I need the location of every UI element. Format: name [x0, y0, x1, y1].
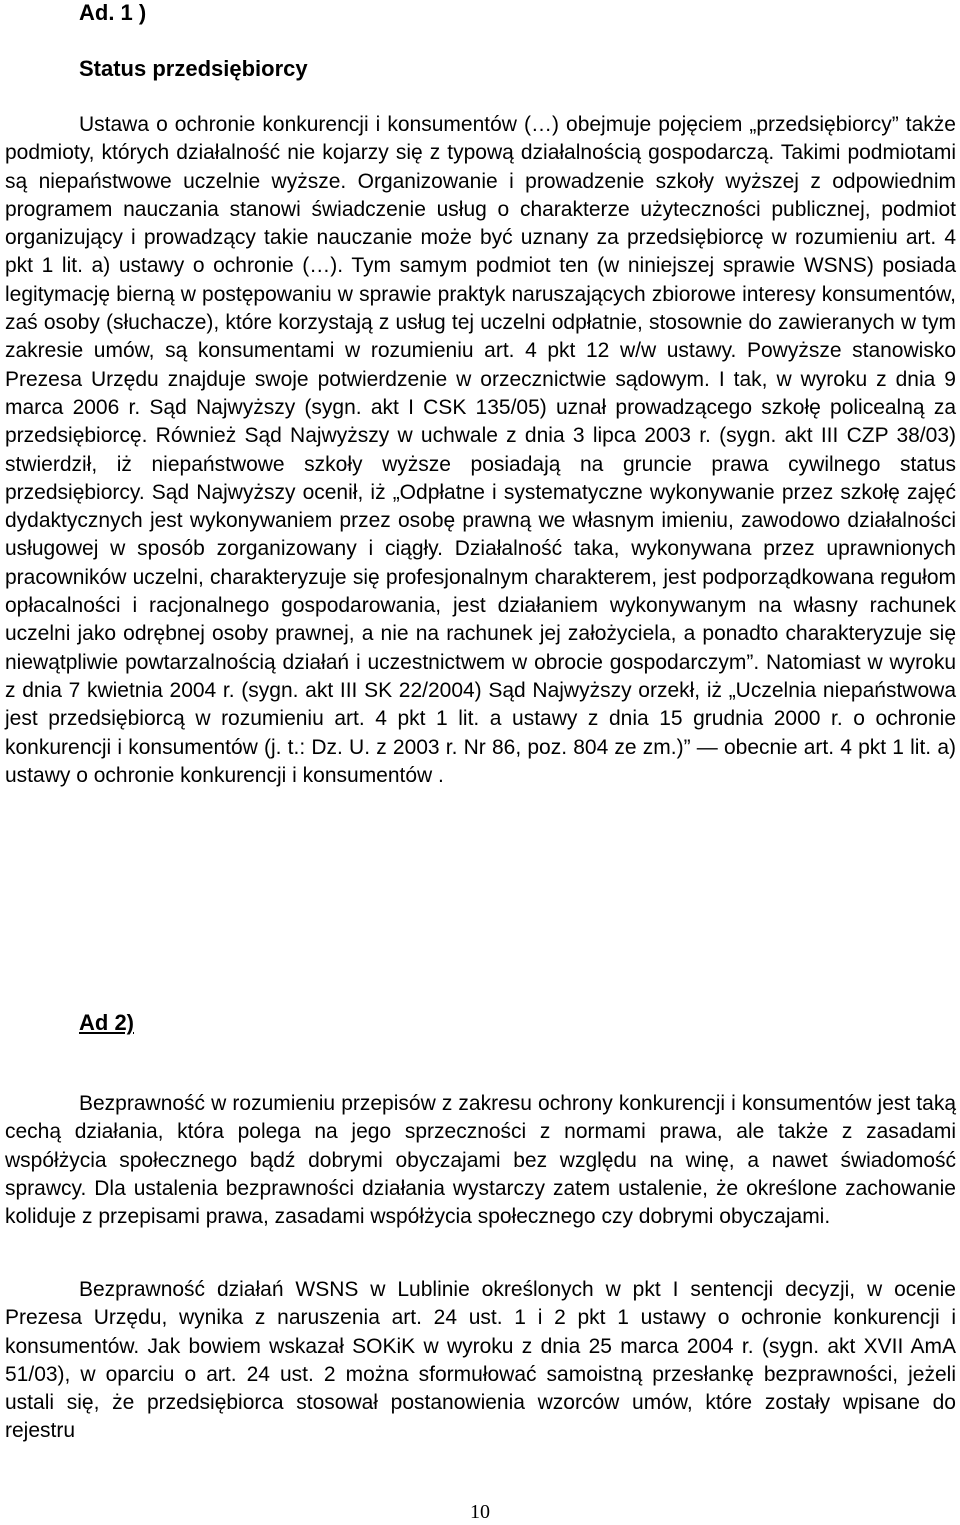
section-2-paragraph-1: Bezprawność w rozumieniu przepisów z zakresu ochrony konkurencji i konsumentów jest taką cechą działania, która polega na jego sprzeczności z normami prawa, ale także z zasadami współżycia społecznego bądź dobrymi obyczajami bez względu na winę, a nawet świadomość sprawcy. Dla ustalenia bezprawności działania wystarczy zatem ustalenie, że określone zachowanie koliduje z przepisami prawa, zasadami współżycia społecznego czy dobrymi obyczajami.: [5, 1092, 956, 1229]
section-1-paragraph: Ustawa o ochronie konkurencji i konsumentów (…) obejmuje pojęciem „przedsiębiorcy” także podmioty, których działalność nie kojarzy się z typową działalnością gospodarczą. Takimi podmiotami są niepaństwowe uczelnie wyższe. Organizowanie i prowadzenie szkoły wyższej z odpowiednim programem nauczania stanowi świadczenie usług o charakterze użyteczności publicznej, podmiot organizujący i prowadzący takie nauczanie może być uznany za przedsiębiorcę w rozumieniu art. 4 pkt 1 lit. a) ustawy o ochronie (…). Tym samym podmiot ten (w niniejszej sprawie WSNS) posiada legitymację bierną w postępowaniu w sprawie praktyk naruszających zbiorowe interesy konsumentów, zaś osoby (słuchacze), które korzystają z usług tej uczelni odpłatnie, stosownie do zawieranych w tym zakresie umów, są konsumentami w rozumieniu art. 4 pkt 12 w/w ustawy. Powyższe stanowisko Prezesa Urzędu znajduje swoje potwierdzenie w orzecznictwie sądowym. I tak, w wyroku z dnia 9 marca 2006 r. Sąd Najwyższy (sygn. akt I CSK 135/05) uznał prowadzącego szkołę policealną za przedsiębiorcę. Również Sąd Najwyższy w uchwale z dnia 3 lipca 2003 r. (sygn. akt III CZP 38/03) stwierdził, iż niepaństwowe szkoły wyższe posiadają na gruncie prawa cywilnego status przedsiębiorcy. Sąd Najwyższy ocenił, iż „Odpłatne i systematyczne wykonywanie przez szkołę zajęć dydaktycznych jest wykonywaniem przez osobę prawną we własnym imieniu, zawodowo działalności usługowej w sposób zorganizowany i ciągły. Działalność taka, wykonywana przez uprawnionych pracowników uczelni, charakteryzuje się profesjonalnym charakterem, jest podporządkowana regułom opłacalności i racjonalnego gospodarowania, jest działaniem wykonywanym na własny rachunek uczelni jako odrębnej osoby prawnej, a nie na rachunek jej założyciela, a ponadto charakteryzuje się niewątpliwie powtarzalnością działań i uczestnictwem w obrocie gospodarczym”. Natomiast w wyroku z dnia 7 kwietnia 2004 r. (sygn. akt III SK 22/2004) Sąd Najwyższy orzekł, iż „Uczelnia niepaństwowa jest przedsiębiorcą w rozumieniu art. 4 pkt 1 lit. a ustawy z dnia 15 grudnia 2000 r. o ochronie konkurencji i konsumentów (j. t.: Dz. U. z 2003 r. Nr 86, poz. 804 ze zm.)” — obecnie art. 4 pkt 1 lit. a) ustawy o ochronie konkurencji i konsumentów .: [5, 113, 956, 787]
page-number: 10: [470, 1501, 490, 1523]
section-1-subheading: Status przedsiębiorcy: [79, 56, 308, 81]
section-1-heading: Ad. 1 ): [79, 0, 147, 25]
section-2-heading: Ad 2): [79, 1010, 134, 1035]
section-2-paragraph-2: Bezprawność działań WSNS w Lublinie określonych w pkt I sentencji decyzji, w ocenie Prezesa Urzędu, wynika z naruszenia art. 24 ust. 1 i 2 pkt 1 ustawy o ochronie konkurencji i konsumentów. Jak bowiem wskazał SOKiK w wyroku z dnia 25 marca 2004 r. (sygn. akt XVII AmA 51/03), w oparciu o art. 24 ust. 2 można sformułować samoistną przesłankę bezprawności, jeżeli ustali się, że przedsiębiorca stosował postanowienia wzorców umów, które zostały wpisane do rejestru: [5, 1278, 956, 1443]
